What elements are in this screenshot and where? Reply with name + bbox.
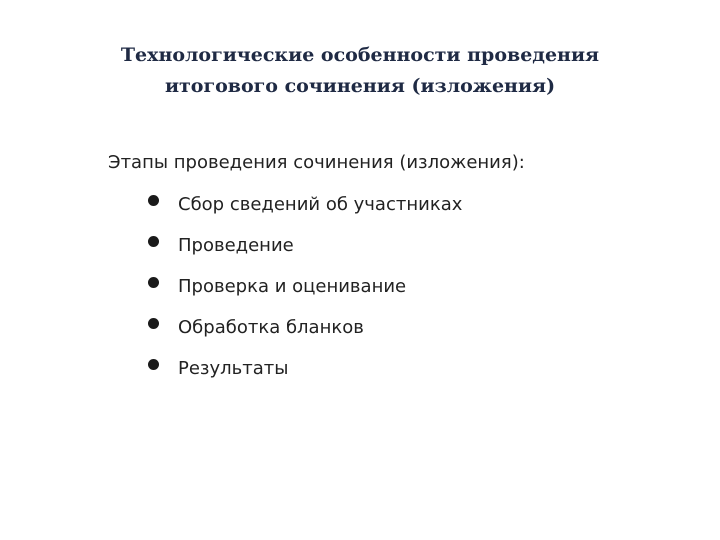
list-item [140,275,462,316]
list-item-text: Проверка и оценивание [178,276,407,297]
stages-list [140,193,462,398]
bullet-icon [148,318,159,329]
list-item-text: Обработка бланков [178,317,364,338]
list-item-text: Проведение [178,235,294,256]
slide-title [60,40,660,102]
slide-title-line-2: итогового сочинения (изложения) [164,75,556,97]
list-item [140,193,462,234]
bullet-icon [148,195,159,206]
bullet-icon [148,359,159,370]
list-item-text: Сбор сведений об участниках [178,194,463,215]
list-item [140,316,462,357]
list-item [140,357,462,398]
bullet-icon [148,236,159,247]
stages-heading: Этапы проведения сочинения (изложения): [108,152,525,173]
bullet-icon [148,277,159,288]
list-item [140,234,462,275]
list-item-text: Результаты [178,358,289,379]
slide-title-line-1: Технологические особенности проведения [120,44,600,66]
